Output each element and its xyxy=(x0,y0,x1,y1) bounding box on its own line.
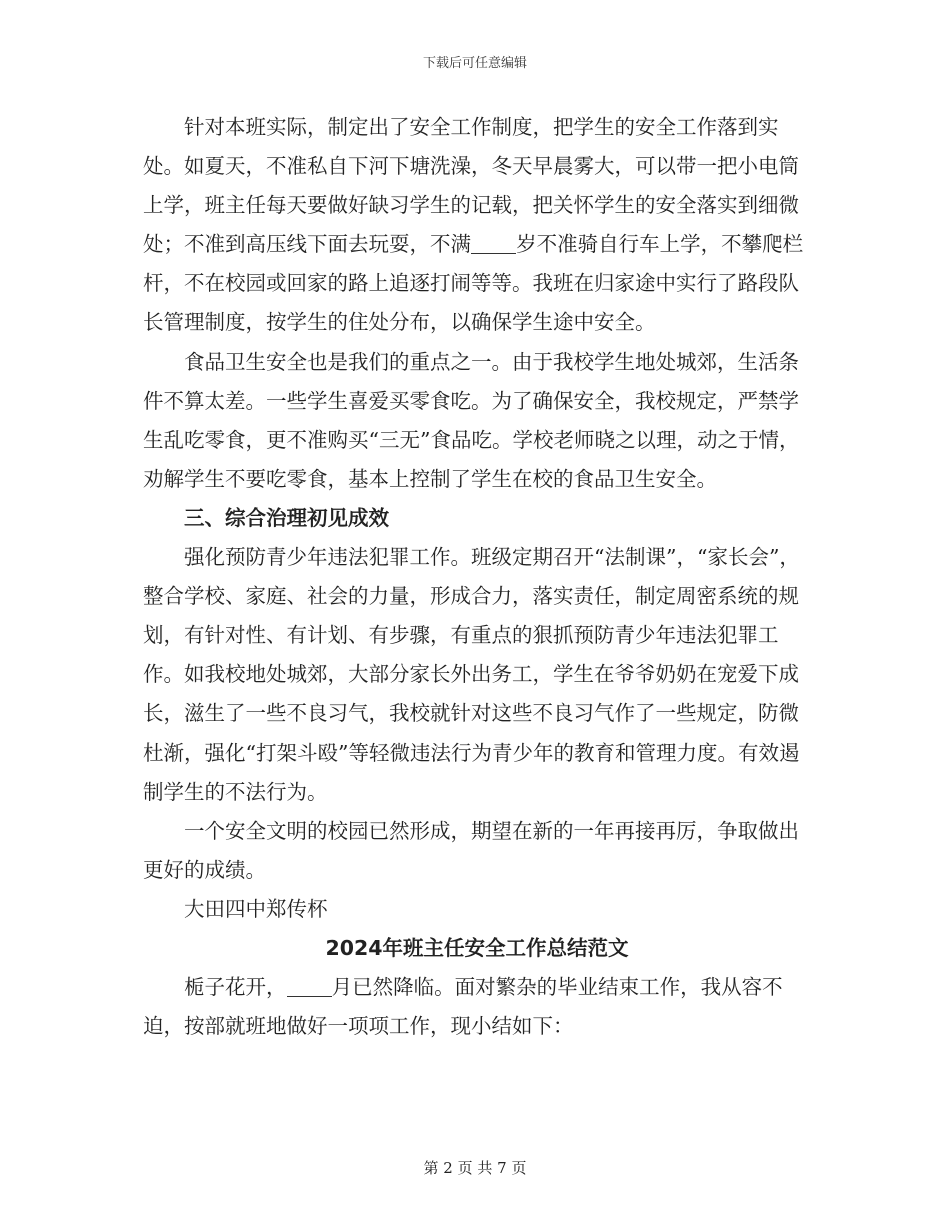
page-footer: 第 2 页 共 7 页 xyxy=(423,1159,527,1177)
paragraph-conclusion: 一个安全文明的校园已然形成，期望在新的一年再接再厉，争取做出更好的成绩。 xyxy=(143,818,799,882)
blank-underline xyxy=(471,233,516,255)
signature: 大田四中郑传杯 xyxy=(184,896,328,921)
blank-underline xyxy=(287,976,332,998)
paragraph-text: 栀子花开， xyxy=(184,975,287,1000)
section-heading: 三、综合治理初见成效 xyxy=(184,505,389,530)
paragraph-text: 针对本班实际，制定出了安全工作制度，把学生的安全工作落到实处。如夏天，不准私自下河下塘洗澡，冬天早晨雾大，可以带一把小电筒上学，班主任每天要做好缺习学生的记载，把关怀学生的安全落实到细微处；不准到高压线下面去玩耍，不满 xyxy=(143,115,799,257)
paragraph-text: 岁不准骑自行车上学，不攀爬栏杆，不在校园或回家的路上追逐打闹等等。我班在归家途中实行了路段队长管理制度，按学生的住处分布，以确保学生途中安全。 xyxy=(143,232,804,335)
paragraph-safety-system xyxy=(143,108,811,343)
paragraph-text: 月已然降临。面对繁杂的毕业结束工作，我从容不迫，按部就班地做好一项项工作，现小结如下： xyxy=(143,975,783,1039)
header-note: 下载后可任意编辑 xyxy=(422,56,527,71)
article-title: 2024年班主任安全工作总结范文 xyxy=(325,935,629,960)
paragraph-food-safety: 食品卫生安全也是我们的重点之一。由于我校学生地处城郊，生活条件不算太差。一些学生喜爱买零食吃。为了确保安全，我校规定，严禁学生乱吃零食，更不准购买“三无”食品吃。学校老师晓之以理，动之于情，劝解学生不要吃零食，基本上控制了学生在校的食品卫生安全。 xyxy=(143,349,800,491)
document-body xyxy=(143,108,811,1046)
paragraph-intro xyxy=(143,968,811,1046)
paragraph-crime-prevention: 强化预防青少年违法犯罪工作。班级定期召开“法制课”，“家长会”，整合学校、家庭、社会的力量，形成合力，落实责任，制定周密系统的规划，有针对性、有计划、有步骤，有重点的狠抓预防青少年违法犯罪工作。如我校地处城郊，大部分家长外出务工，学生在爷爷奶奶在宠爱下成长，滋生了一些不良习气，我校就针对这些不良习气作了一些规定，防微杜渐，强化“打架斗殴”等轻微违法行为青少年的教育和管理力度。有效遏制学生的不法行为。 xyxy=(143,545,800,804)
